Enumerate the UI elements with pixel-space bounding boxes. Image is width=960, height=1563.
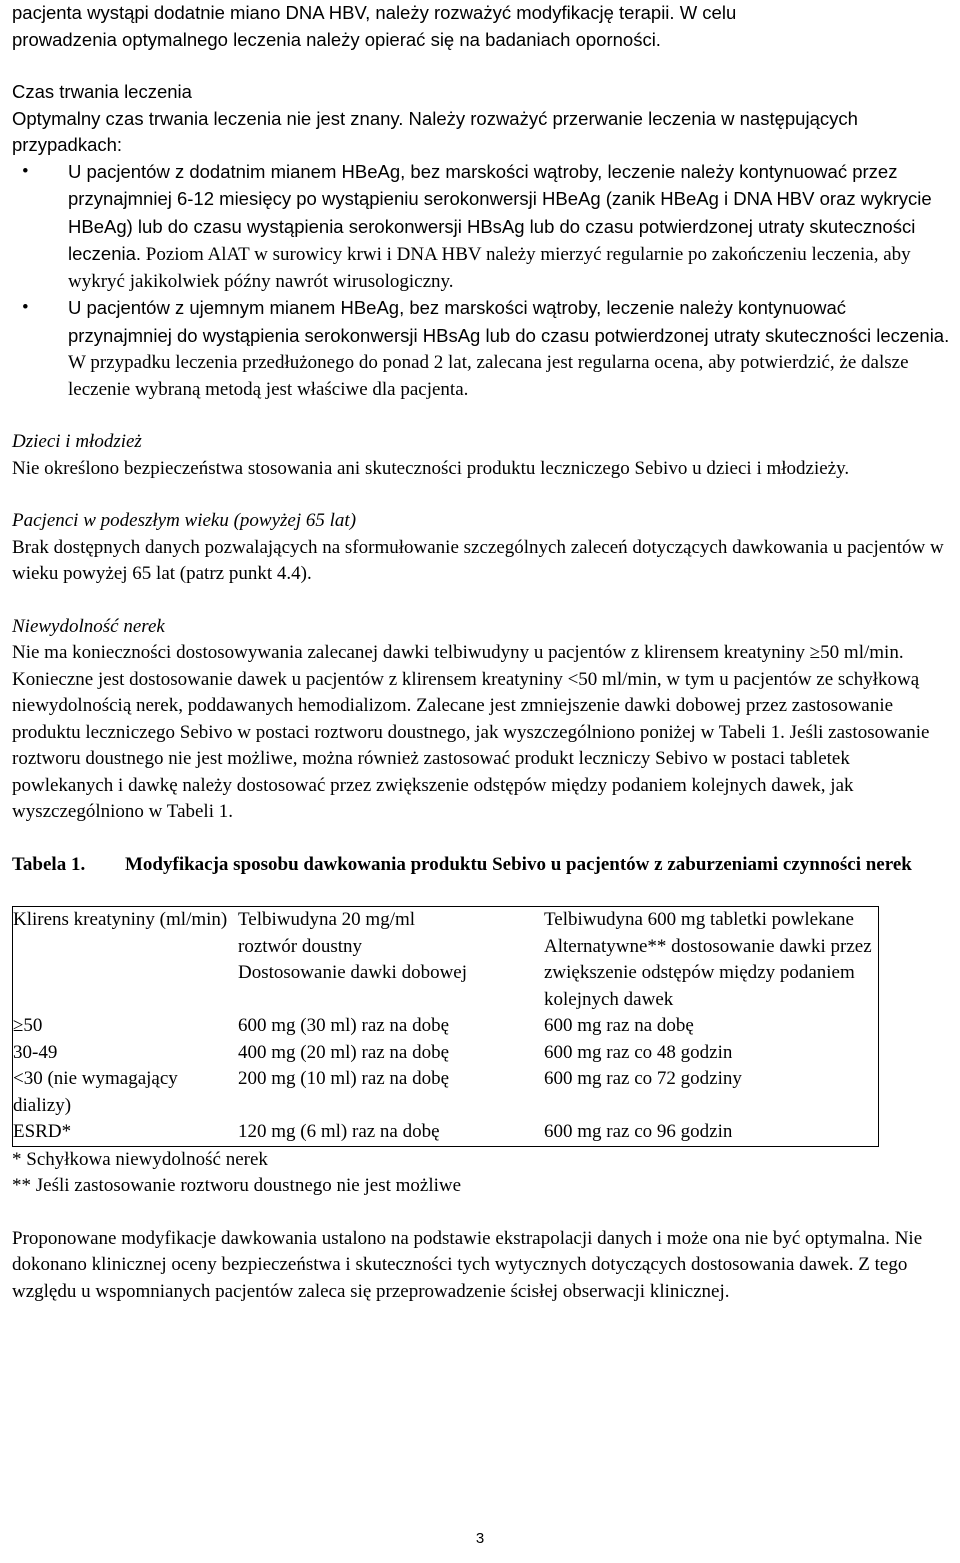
header-solution-line1: Telbiwudyna 20 mg/ml bbox=[238, 909, 416, 930]
bullet1-text-a: U pacjentów z dodatnim mianem HBeAg, bez marskości wątroby, leczenie należy kontynuować przez przynajmniej 6-12 miesięcy po wystąpieniu serokonwersji HBeAg (zanik HBeAg i DNA HBV oraz wykrycie HBeAg) lub do czasu wystąpienia serokonwersji HBsAg lub do czasu potwierdzonej utraty skuteczności leczenia. bbox=[68, 160, 932, 264]
table-number: Tabela 1. bbox=[12, 853, 86, 875]
cell-tablet-dose: 600 mg raz co 96 godzin bbox=[544, 1121, 733, 1142]
duration-bullet-list bbox=[12, 159, 952, 404]
table-row bbox=[13, 1066, 879, 1119]
dosage-table bbox=[12, 906, 879, 1147]
footnote-alternative: ** Jeśli zastosowanie roztworu doustnego nie jest możliwe bbox=[12, 1175, 462, 1196]
intro-line-2: prowadzenia optymalnego leczenia należy opierać się na badaniach oporności. bbox=[12, 28, 661, 50]
bullet2-text-b: W przypadku leczenia przedłużonego do ponad 2 lat, zalecana jest regularna ocena, aby potwierdzić, że dalsze leczenie wybraną metodą jest właściwe dla pacjenta. bbox=[68, 352, 909, 400]
renal-text: Nie ma konieczności dostosowywania zalecanej dawki telbiwudyny u pacjentów z klirensem kreatyniny ≥50 ml/min. Konieczne jest dostosowanie dawek u pacjentów z klirensem kreatyniny <50 ml/min, w tym u pacjentów ze schyłkową niewydolnością nerek, poddawanych hemodializom. Zalecane jest zmniejszenie dawki dobowej przez zastosowanie produktu leczniczego Sebivo w postaci roztworu doustnego, jak wyszczególniono poniżej w Tabeli 1. Jeśli zastosowanie roztworu doustnego nie jest możliwe, można również zastosować produkt leczniczy Sebivo w postaci tabletek powlekanych i dawkę należy dostosować przez zwiększenie odstępów między podaniem kolejnych dawek, jak wyszczególniono w Tabeli 1. bbox=[12, 642, 930, 822]
children-heading: Dzieci i młodzież bbox=[12, 431, 142, 452]
cell-tablet-dose: 600 mg raz co 72 godziny bbox=[544, 1068, 742, 1089]
header-solution-line3: Dostosowanie dawki dobowej bbox=[238, 962, 468, 983]
cell-crcl: <30 (nie wymagający dializy) bbox=[13, 1068, 178, 1116]
renal-heading: Niewydolność nerek bbox=[12, 615, 165, 637]
dosage-table-box bbox=[13, 907, 879, 1147]
table-title bbox=[12, 852, 952, 879]
header-creatinine-clearance: Klirens kreatyniny (ml/min) bbox=[13, 909, 228, 930]
table-header-row bbox=[13, 907, 879, 1014]
header-tablet-line1: Telbiwudyna 600 mg tabletki powlekane bbox=[544, 909, 854, 930]
closing-text: Proponowane modyfikacje dawkowania ustalono na podstawie ekstrapolacji danych i może ona nie być optymalna. Nie dokonano klinicznej oceny bezpieczeństwa i skuteczności tych wytycznych dotyczących dostosowania dawek. Z tego względu u wspomnianych pacjentów zaleca się przeprowadzenie ścisłej obserwacji klinicznej. bbox=[12, 1227, 923, 1302]
header-solution-line2: roztwór doustny bbox=[238, 935, 363, 957]
cell-crcl: ESRD* bbox=[13, 1121, 72, 1142]
intro-line-1: pacjenta wystąpi dodatnie miano DNA HBV, należy rozważyć modyfikację terapii. W celu bbox=[12, 2, 737, 23]
cell-tablet-dose: 600 mg raz co 48 godzin bbox=[544, 1041, 733, 1063]
elderly-text: Brak dostępnych danych pozwalających na sformułowanie szczególnych zaleceń dotyczących dawkowania u pacjentów w wieku powyżej 65 lat (patrz punkt 4.4). bbox=[12, 536, 944, 584]
cell-tablet-dose: 600 mg raz na dobę bbox=[544, 1015, 694, 1036]
page-number: 3 bbox=[475, 1530, 485, 1547]
table-row bbox=[13, 1119, 879, 1146]
document-page bbox=[12, 0, 952, 1305]
duration-bullet-hbeag-negative bbox=[12, 295, 952, 403]
table-row bbox=[13, 1013, 879, 1040]
cell-solution-dose: 200 mg (10 ml) raz na dobę bbox=[238, 1068, 450, 1089]
bullet1-text-b: Poziom AlAT w surowicy krwi i DNA HBV należy mierzyć regularnie po zakończeniu leczenia, aby wykryć jakikolwiek późny nawrót wirusologiczny. bbox=[68, 244, 911, 292]
table-caption: Modyfikacja sposobu dawkowania produktu Sebivo u pacjentów z zaburzeniami czynności nerek bbox=[125, 853, 912, 875]
header-oral-solution bbox=[238, 907, 544, 1014]
cell-solution-dose: 120 mg (6 ml) raz na dobę bbox=[238, 1121, 440, 1142]
cell-crcl: 30-49 bbox=[13, 1041, 58, 1063]
duration-heading: Czas trwania leczenia bbox=[12, 81, 192, 102]
elderly-heading: Pacjenci w podeszłym wieku (powyżej 65 lat) bbox=[12, 510, 357, 531]
bullet2-text-a: U pacjentów z ujemnym mianem HBeAg, bez marskości wątroby, leczenie należy kontynuować przynajmniej do wystąpienia serokonwersji HBsAg lub do czasu potwierdzonej utraty skuteczności leczenia. bbox=[68, 297, 950, 346]
children-text: Nie określono bezpieczeństwa stosowania ani skuteczności produktu leczniczego Sebivo u dzieci i młodzieży. bbox=[12, 457, 850, 479]
table-footnotes bbox=[12, 1147, 952, 1200]
cell-solution-dose: 600 mg (30 ml) raz na dobę bbox=[238, 1015, 450, 1036]
cell-crcl: ≥50 bbox=[13, 1015, 43, 1036]
cell-solution-dose: 400 mg (20 ml) raz na dobę bbox=[238, 1041, 450, 1063]
duration-bullet-hbeag-positive bbox=[12, 159, 952, 296]
table-row bbox=[13, 1040, 879, 1067]
header-tablet-line2: Alternatywne** dostosowanie dawki przez zwiększenie odstępów między podaniem kolejnych dawek bbox=[544, 935, 872, 1010]
footnote-esrd: * Schyłkowa niewydolność nerek bbox=[12, 1148, 268, 1170]
duration-text: Optymalny czas trwania leczenia nie jest znany. Należy rozważyć przerwanie leczenia w następujących przypadkach: bbox=[12, 107, 858, 155]
header-film-coated-tablets bbox=[544, 907, 879, 1014]
